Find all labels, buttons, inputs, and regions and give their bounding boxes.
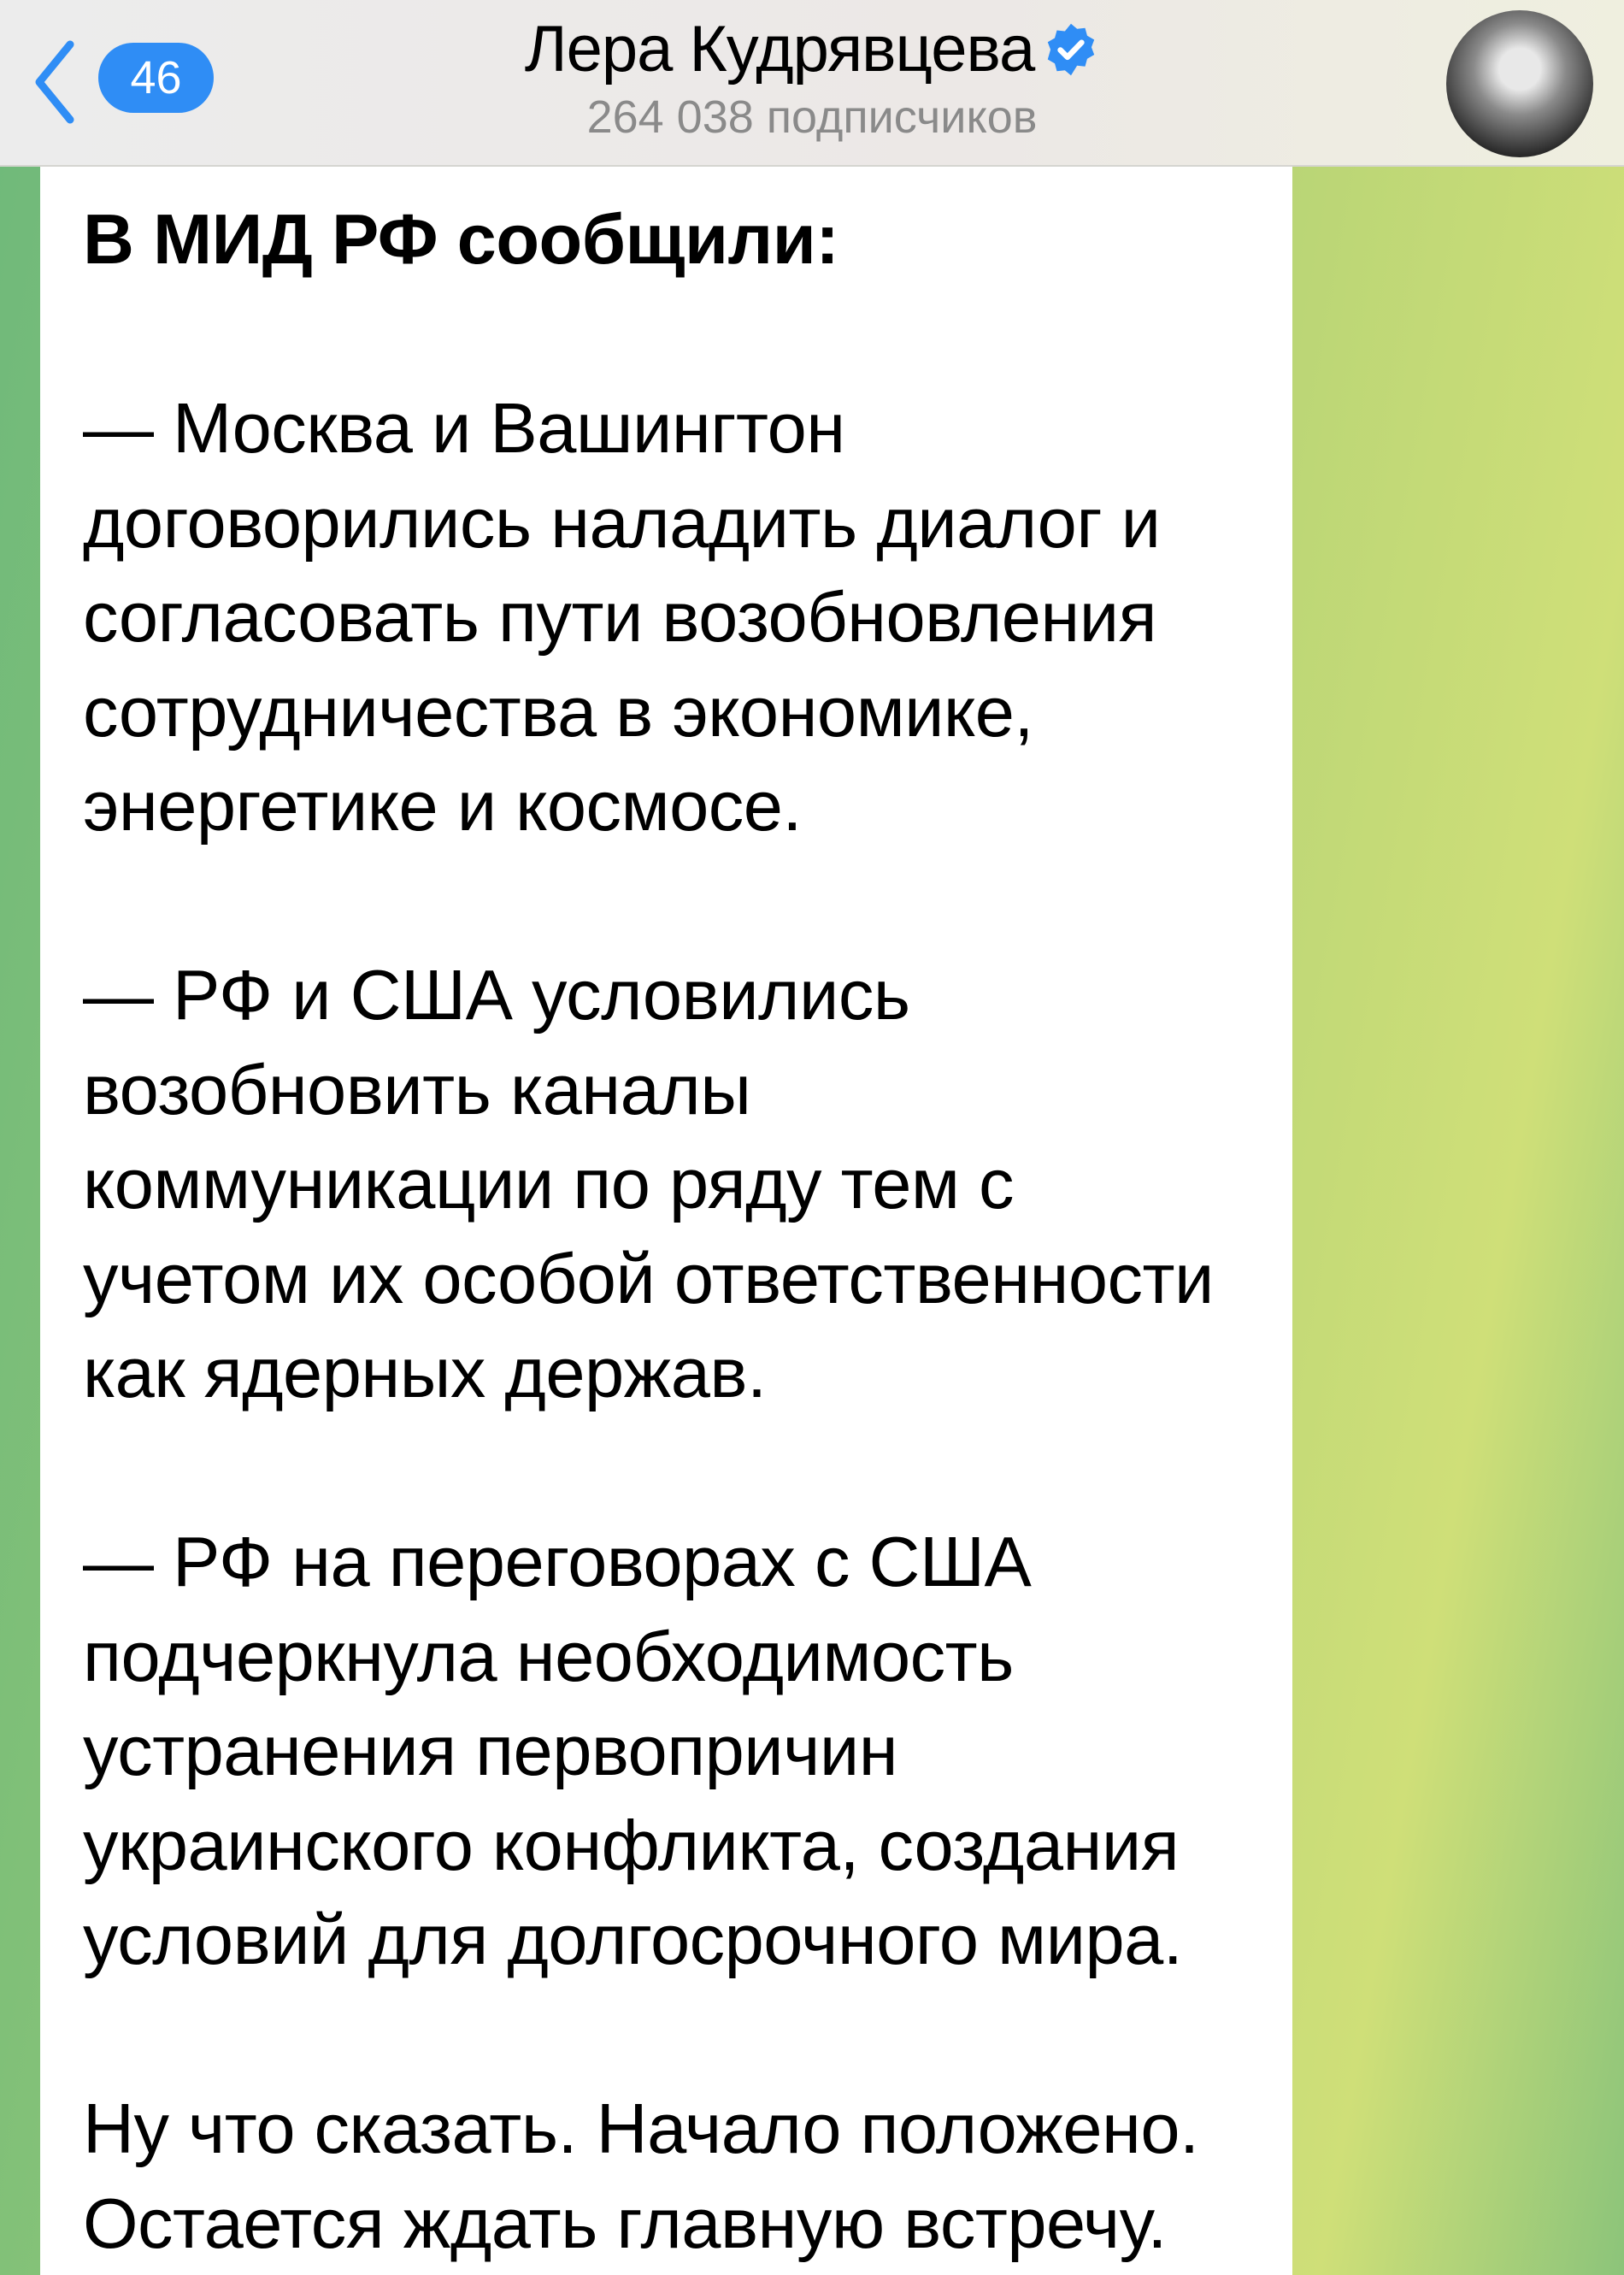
message-heading: В МИД РФ сообщили: bbox=[83, 199, 839, 279]
message-bubble bbox=[40, 167, 1292, 2275]
message-line: договорились наладить диалог и bbox=[83, 482, 1161, 563]
message-line: Остается ждать главную встречу. bbox=[83, 2183, 1167, 2263]
message-line bbox=[83, 1988, 1214, 2083]
message-line: сотрудничества в экономике, bbox=[83, 671, 1033, 751]
message-text bbox=[83, 192, 1214, 2271]
channel-name: Лера Кудрявцева bbox=[524, 13, 1035, 85]
message-line: — РФ и США условились bbox=[83, 955, 910, 1034]
message-line: согласовать пути возобновления bbox=[83, 577, 1157, 657]
message-line: учетом их особой ответственности bbox=[83, 1238, 1214, 1318]
message-line: возобновить каналы bbox=[83, 1049, 751, 1129]
message-line: устранения первопричин bbox=[83, 1711, 898, 1790]
message-line: украинского конфликта, создания bbox=[83, 1805, 1180, 1885]
message-line bbox=[83, 854, 1214, 949]
unread-badge[interactable]: 46 bbox=[98, 43, 214, 113]
channel-avatar[interactable] bbox=[1446, 10, 1593, 157]
message-line bbox=[83, 287, 1214, 382]
subscriber-count: 264 038 подписчиков bbox=[586, 91, 1038, 143]
message-line: энергетике и космосе. bbox=[83, 766, 802, 846]
chat-header bbox=[0, 0, 1624, 167]
message-line bbox=[83, 1421, 1214, 1516]
message-line: подчеркнула необходимость bbox=[83, 1616, 1014, 1696]
message-line: условий для долгосрочного мира. bbox=[83, 1900, 1183, 1979]
verified-icon bbox=[1043, 21, 1099, 78]
message-line: Ну что сказать. Начало положено. bbox=[83, 2089, 1199, 2168]
message-line: как ядерных держав. bbox=[83, 1333, 767, 1412]
message-line: коммуникации по ряду тем с bbox=[83, 1144, 1014, 1223]
message-line: — РФ на переговорах с США bbox=[83, 1522, 1032, 1601]
channel-title[interactable] bbox=[0, 12, 1624, 86]
message-line: — Москва и Вашингтон bbox=[83, 388, 845, 468]
